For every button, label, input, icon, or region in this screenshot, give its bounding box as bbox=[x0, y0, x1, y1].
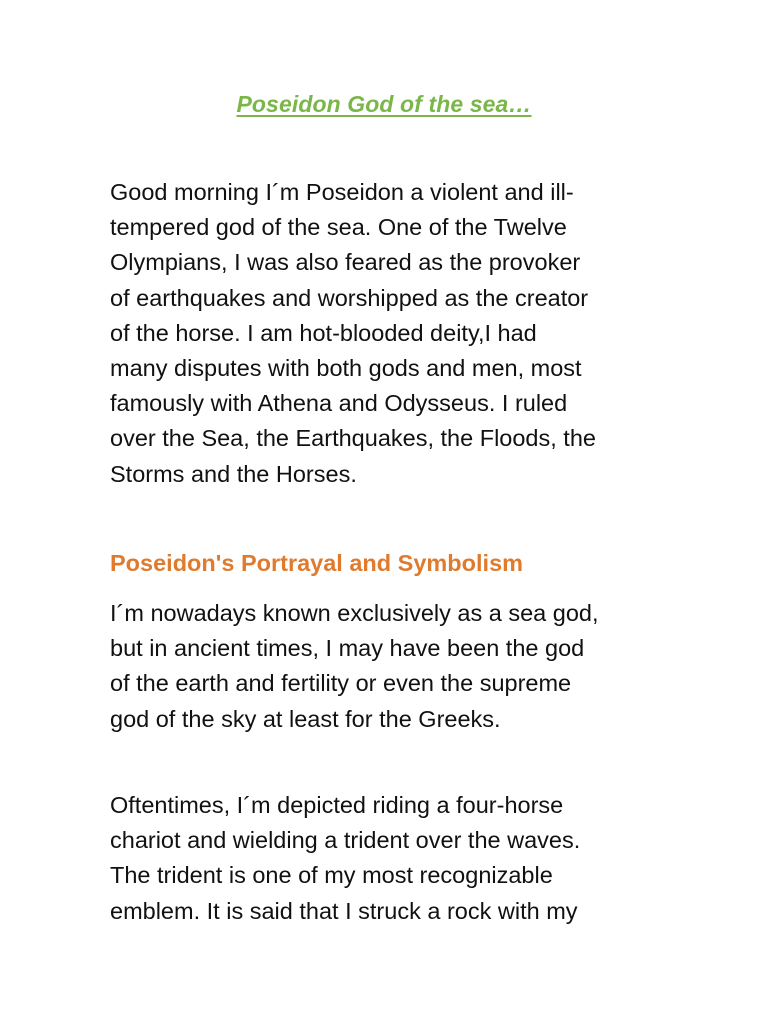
paragraph-line: over the Sea, the Earthquakes, the Floods, the bbox=[110, 425, 596, 452]
portrayal-paragraph bbox=[110, 596, 670, 737]
paragraph-line: tempered god of the sea. One of the Twelve bbox=[110, 214, 567, 241]
paragraph-line: famously with Athena and Odysseus. I ruled bbox=[110, 390, 568, 417]
symbolism-paragraph bbox=[110, 788, 670, 929]
paragraph-line: Storms and the Horses. bbox=[110, 460, 357, 487]
paragraph-line: Olympians, I was also feared as the provoker bbox=[110, 249, 581, 276]
document-title: Poseidon God of the sea… bbox=[236, 91, 532, 117]
paragraph-line: chariot and wielding a trident over the waves. bbox=[110, 827, 581, 854]
paragraph-line: god of the sky at least for the Greeks. bbox=[110, 705, 501, 732]
paragraph-line: many disputes with both gods and men, most bbox=[110, 355, 582, 382]
paragraph-line: Oftentimes, I´m depicted riding a four-horse bbox=[110, 792, 564, 818]
intro-paragraph bbox=[110, 175, 670, 492]
paragraph-line: of the earth and fertility or even the supreme bbox=[110, 670, 572, 697]
paragraph-line: Good morning I´m Poseidon a violent and ill- bbox=[110, 179, 574, 205]
paragraph-line: of earthquakes and worshipped as the creator bbox=[110, 284, 589, 311]
paragraph-line: of the horse. I am hot-blooded deity,I had bbox=[110, 319, 537, 346]
paragraph-line: emblem. It is said that I struck a rock with my bbox=[110, 897, 578, 924]
paragraph-line: but in ancient times, I may have been the god bbox=[110, 635, 585, 662]
paragraph-line: The trident is one of my most recognizable bbox=[110, 862, 553, 889]
paragraph-line: I´m nowadays known exclusively as a sea god, bbox=[110, 600, 599, 626]
section-heading: Poseidon's Portrayal and Symbolism bbox=[110, 550, 524, 576]
